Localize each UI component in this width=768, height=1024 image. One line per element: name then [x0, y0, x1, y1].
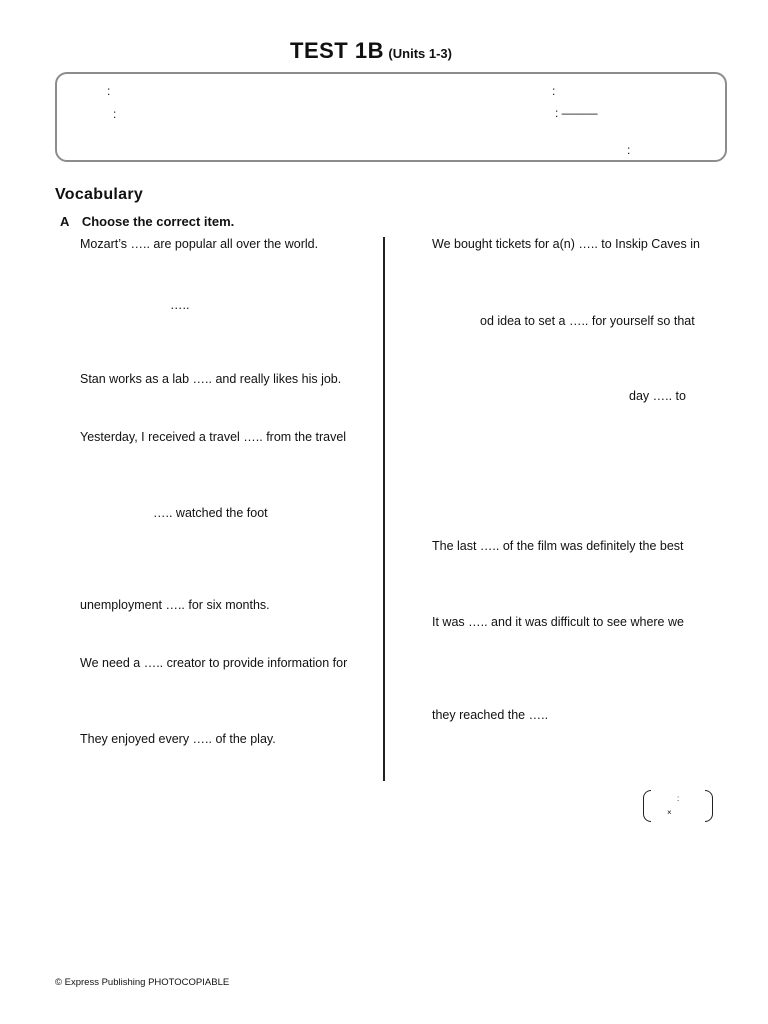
- question-left-3: Stan works as a lab ….. and really likes his job.: [80, 372, 342, 386]
- question-right-3: day ….. to: [629, 389, 686, 403]
- footer-copyright: © Express Publishing PHOTOCOPIABLE: [55, 977, 230, 988]
- question-left-2: …..: [170, 298, 190, 312]
- question-left-6: unemployment ….. for six months.: [80, 598, 270, 612]
- question-right-1: We bought tickets for a(n) ….. to Inskip Caves in: [432, 237, 700, 251]
- test-title: [290, 38, 452, 64]
- question-left-5: ….. watched the foot: [153, 506, 268, 520]
- info-colon-class: :: [113, 107, 117, 121]
- task-instruction-text: Choose the correct item.: [81, 214, 235, 229]
- question-left-8: They enjoyed every ….. of the play.: [80, 732, 276, 746]
- question-right-4: The last ….. of the film was definitely the best: [432, 539, 684, 553]
- section-heading-vocabulary: Vocabulary: [55, 186, 144, 203]
- question-left-1: Mozart’s ….. are popular all over the world.: [80, 237, 319, 251]
- score-box-left-bracket: [643, 790, 651, 822]
- test-title-units: (Units 1-3): [388, 46, 452, 61]
- task-letter: A: [60, 214, 70, 229]
- column-divider: [383, 237, 385, 781]
- question-right-2: od idea to set a ….. for yourself so that: [480, 314, 695, 328]
- question-left-4: Yesterday, I received a travel ….. from the travel: [80, 430, 347, 444]
- test-title-main: TEST 1B: [290, 38, 384, 63]
- info-colon-date: :: [552, 84, 556, 98]
- info-colon-score: : ———: [555, 106, 598, 120]
- question-right-6: they reached the …..: [432, 708, 549, 722]
- info-colon-mark: :: [627, 143, 631, 157]
- score-box-right-bracket: [705, 790, 713, 822]
- info-colon-name: :: [107, 84, 111, 98]
- task-a-instruction: [60, 213, 234, 231]
- question-right-5: It was ….. and it was difficult to see where we: [432, 615, 684, 629]
- score-box-times: ×: [667, 808, 672, 817]
- score-box-colon: :: [677, 794, 680, 803]
- question-left-7: We need a ….. creator to provide information for: [80, 656, 348, 670]
